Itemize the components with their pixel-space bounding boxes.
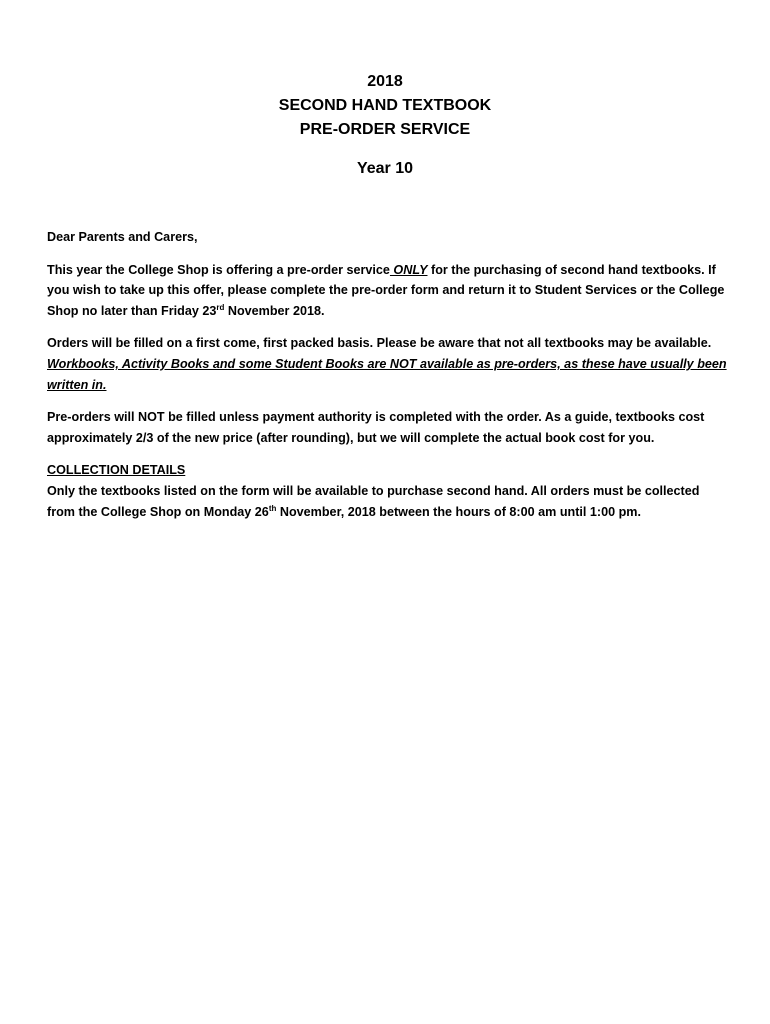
paragraph-payment: Pre-orders will NOT be filled unless payment authority is completed with the order. As a guide, textbooks cost approximately 2/3 of the new price (after rounding), but we will complete the actual book cost for you.: [47, 410, 705, 445]
letter-body: [47, 227, 727, 534]
salutation: Dear Parents and Carers,: [47, 230, 198, 244]
paragraph-preorder-offer: [47, 260, 727, 322]
collection-text-b: November, 2018 between the hours of 8:00 am until 1:00 pm.: [276, 504, 642, 519]
title-line-1: SECOND HAND TEXTBOOK: [278, 97, 492, 114]
title-block: [0, 70, 770, 181]
p1-text-b: for the purchasing of second hand textbooks. If you wish to take up this offer, please complete the pre-order form and return it to Student Services or the College Shop no later than Friday 23: [47, 262, 725, 318]
paragraph-order-filling: [47, 333, 727, 395]
p1-text-c: November 2018.: [224, 303, 325, 318]
p1-text-a: This year the College Shop is offering a pre-order service: [47, 262, 390, 277]
year-level: Year 10: [356, 160, 414, 177]
paragraph-collection: [47, 460, 727, 522]
p2-emphasis: Workbooks, Activity Books and some Student Books are NOT available as pre-orders, as these have usually been written in.: [47, 356, 727, 392]
title-line-2: PRE-ORDER SERVICE: [299, 121, 471, 138]
collection-ordinal-suffix: th: [268, 503, 277, 513]
p1-only-emphasis: ONLY: [389, 262, 428, 277]
p1-ordinal-suffix: rd: [216, 302, 225, 312]
title-year: 2018: [367, 73, 403, 90]
p2-text-a: Orders will be filled on a first come, first packed basis. Please be aware that not all textbooks may be available.: [47, 336, 712, 351]
collection-heading: COLLECTION DETAILS: [47, 463, 186, 478]
collection-text-a: Only the textbooks listed on the form will be available to purchase second hand. All orders must be collected from the College Shop on Monday 26: [47, 483, 700, 519]
